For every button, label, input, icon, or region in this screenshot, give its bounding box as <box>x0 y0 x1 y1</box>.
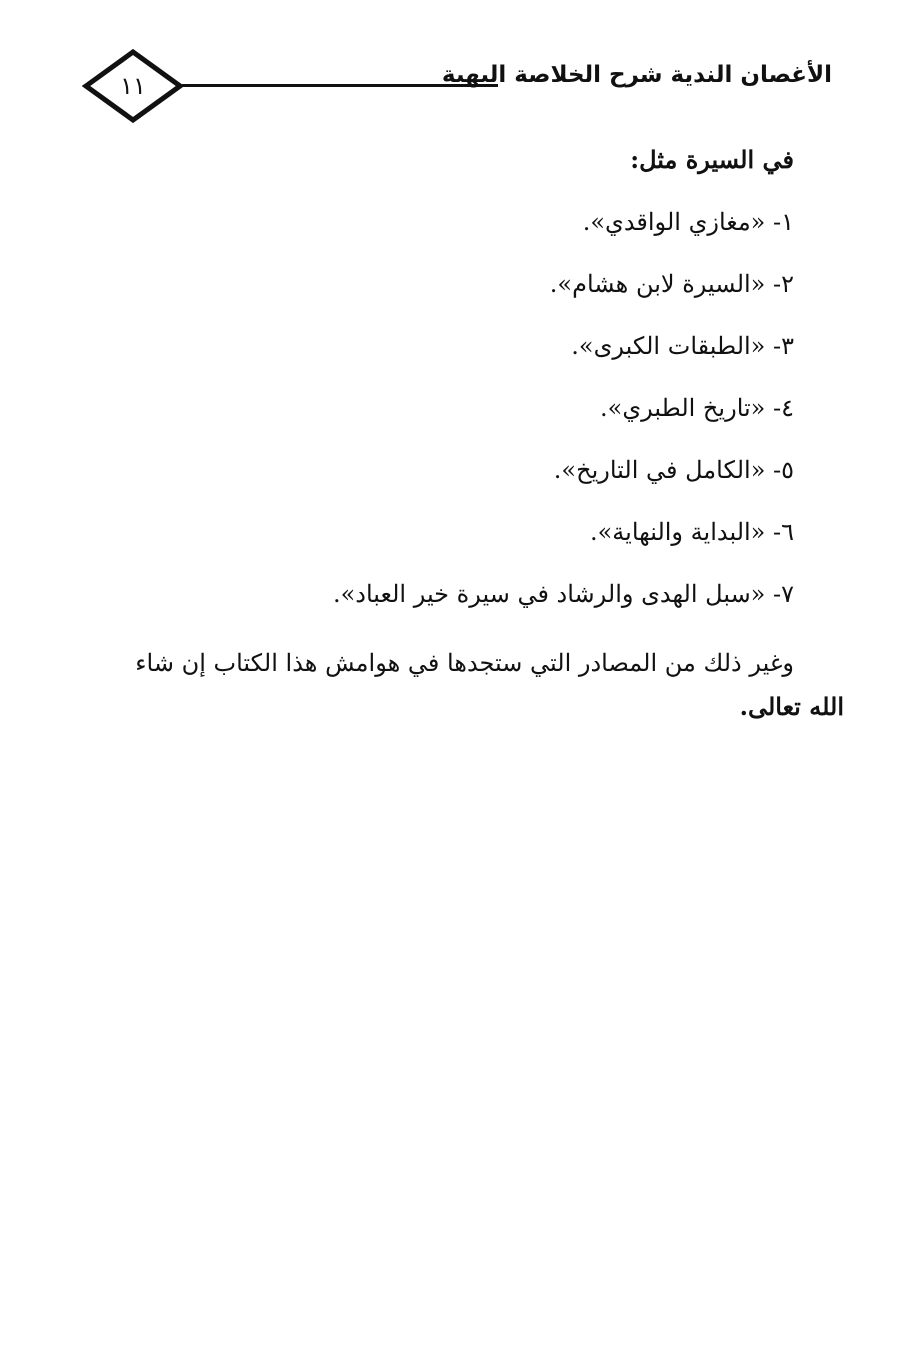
page-number: ١١ <box>120 72 146 100</box>
source-item-5: ٥- «الكامل في التاريخ». <box>553 456 794 484</box>
source-item-1: ١- «مغازي الواقدي». <box>582 208 794 236</box>
source-item-3: ٣- «الطبقات الكبرى». <box>571 332 794 360</box>
source-item-2: ٢- «السيرة لابن هشام». <box>549 270 794 298</box>
source-item-4: ٤- «تاريخ الطبري». <box>600 394 794 422</box>
page-number-frame <box>82 48 184 124</box>
running-title: الأغصان الندية شرح الخلاصة البهية <box>441 62 832 88</box>
source-item-6: ٦- «البداية والنهاية». <box>589 518 794 546</box>
source-item-7: ٧- «سبل الهدى والرشاد في سيرة خير العباد». <box>332 580 794 608</box>
page-header <box>82 48 832 128</box>
intro-line: في السيرة مثل: <box>630 145 794 174</box>
source-list <box>94 202 794 614</box>
page-content <box>94 140 794 690</box>
closing-paragraph: وغير ذلك من المصادر التي ستجدها في هوامش هذا الكتاب إن شاء <box>135 649 794 677</box>
closing-paragraph-tail: الله تعالى. <box>739 692 844 721</box>
